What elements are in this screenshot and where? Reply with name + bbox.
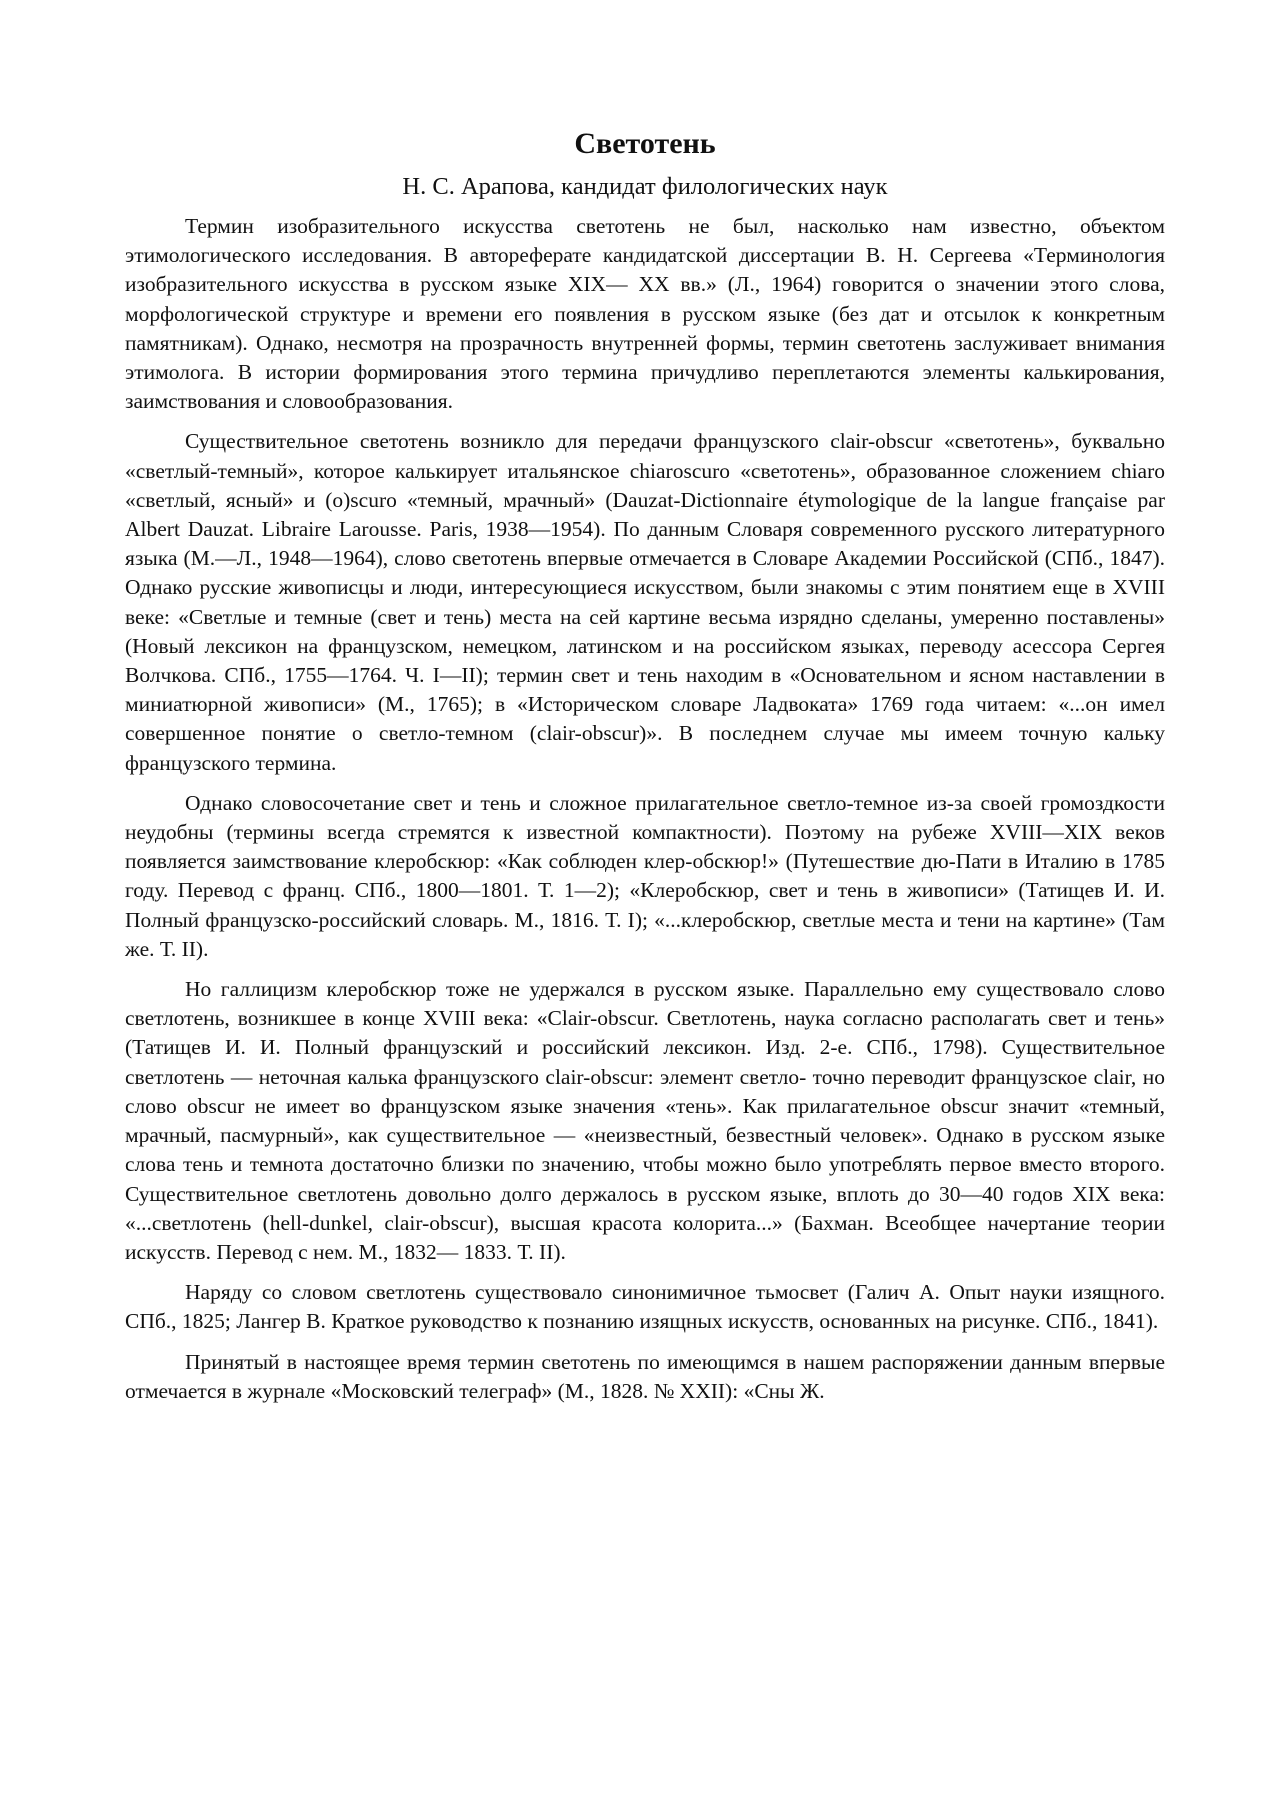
paragraph: Однако словосочетание свет и тень и сложное прилагательное светло-темное из-за своей громоздкости неудобны (термины всегда стремятся к известной компактности). Поэтому на рубеже XVIII—XIX веков появляется заимствование клеробскюр: «Как соблюден клер-обскюр!» (Путешествие дю-Пати в Италию в 1785 году. Перевод с франц. СПб., 1800—1801. Т. 1—2); «Клеробскюр, свет и тень в живописи» (Татищев И. И. Полный французско-российский словарь. М., 1816. Т. I); «...клеробскюр, светлые места и тени на картине» (Там же. Т. II). (125, 790, 1165, 961)
paragraph: Но галлицизм клеробскюр тоже не удержался в русском языке. Параллельно ему существовало слово светлотень, возникшее в конце XVIII века: «Clair-obscur. Светлотень, наука согласно располагать свет и тень» (Татищев И. И. Полный французский и российский лексикон. Изд. 2-е. СПб., 1798). Существительное светлотень — неточная калька французского clair-obscur: элемент светло- точно переводит французское clair, но слово obscur не имеет во французском языке значения «тень». Как прилагательное obscur значит «темный, мрачный, пасмурный», как существительное — «неизвестный, безвестный человек». Однако в русском языке слова тень и темнота достаточно близки по значению, чтобы можно было употреблять первое вместо второго. Существительное светлотень довольно долго держалось в русском языке, вплоть до 30—40 годов XIX века: «...светлотень (hell-dunkel, clair-obscur), высшая красота колорита...» (Бахман. Всеобщее начертание теории искусств. Перевод с нем. М., 1832— 1833. Т. II). (125, 977, 1165, 1264)
paragraph: Существительное светотень возникло для передачи французского clair-obscur «светотень», буквально «светлый-темный», которое калькирует итальянское chiaroscuro «светотень», образованное сложением chiaro «светлый, ясный» и (o)scuro «темный, мрачный» (Dauzat-Dictionnaire étymologique de la langue française par Albert Dauzat. Libraire Larousse. Paris, 1938—1954). По данным Словаря современного русского литературного языка (М.—Л., 1948—1964), слово светотень впервые отмечается в Словаре Академии Российской (СПб., 1847). Однако русские живописцы и люди, интересующиеся искусством, были знакомы с этим понятием еще в XVIII веке: «Светлые и темные (свет и тень) места на сей картине весьма изрядно сделаны, умеренно поставлены» (Новый лексикон на французском, немецком, латинском и на российском языках, переводу асессора Сергея Волчкова. СПб., 1755—1764. Ч. I—II); термин свет и тень находим в «Основательном и ясном наставлении в миниатюрной живописи» (М., 1765); в «Историческом словаре Ладвоката» 1769 года читаем: «...он имел совершенное понятие о светло-темном (clair-obscur)». В последнем случае мы имеем точную кальку французского термина. (125, 429, 1165, 775)
paragraph: Принятый в настоящее время термин светотень по имеющимся в нашем распоряжении данным впервые отмечается в журнале «Московский телеграф» (М., 1828. № XXII): «Сны Ж. (125, 1349, 1165, 1403)
paragraph: Термин изобразительного искусства светотень не был, насколько нам известно, объектом этимологического исследования. В автореферате кандидатской диссертации В. Н. Сергеева «Терминология изобразительного искусства в русском языке XIX— XX вв.» (Л., 1964) говорится о значении этого слова, морфологической структуре и времени его появления в русском языке (без дат и отсылок к конкретным памятникам). Однако, несмотря на прозрачность внутренней формы, термин светотень заслуживает внимания этимолога. В истории формирования этого термина причудливо переплетаются элементы калькирования, заимствования и словообразования. (125, 214, 1165, 414)
paragraph: Наряду со словом светлотень существовало синонимичное тьмосвет (Галич А. Опыт науки изящного. СПб., 1825; Лангер В. Краткое руководство к познанию изящных искусств, основанных на рисунке. СПб., 1841). (125, 1280, 1165, 1334)
article-author: Н. С. Арапова, кандидат филологических наук (402, 173, 888, 200)
document-page (125, 110, 1165, 1417)
article-title: Светотень (574, 127, 716, 160)
